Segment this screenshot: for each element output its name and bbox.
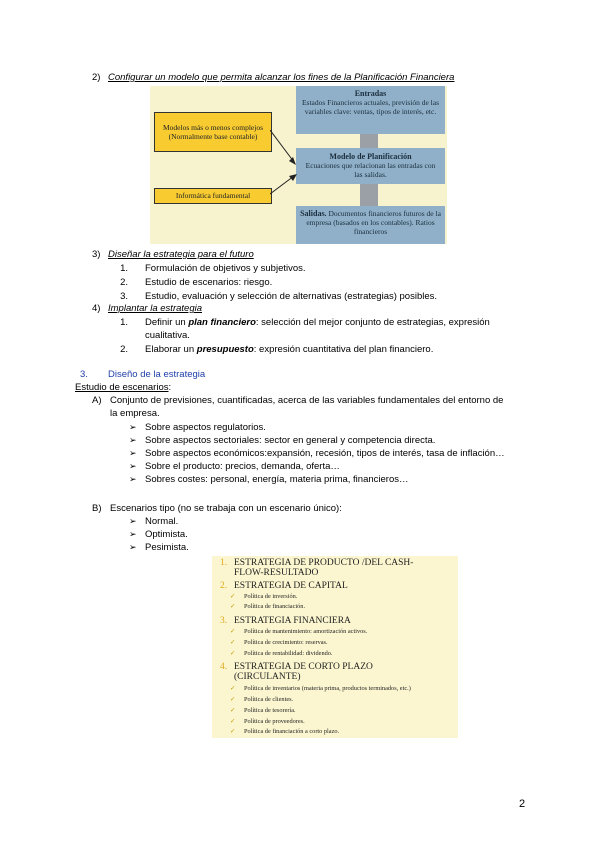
arrowhead-bullet-icon: ➢ [129, 461, 137, 471]
section-3-title: Diseñar la estrategia para el futuro [108, 249, 254, 260]
heading-3-number: 3. [80, 369, 88, 380]
politica-item: ✓ Política de mantenimiento: amortización activos. [230, 628, 368, 635]
section-3-item-number: 2. [120, 277, 128, 288]
checkmark-icon: ✓ [230, 728, 236, 735]
arrowhead-bullet-icon: ➢ [129, 435, 137, 445]
checkmark-icon: ✓ [230, 696, 236, 703]
checkmark-icon: ✓ [230, 685, 236, 692]
arrowhead-bullet-icon: ➢ [129, 542, 137, 552]
estrategia-heading: 2. ESTRATEGIA DE CAPITAL [220, 581, 348, 591]
section-3-item-number: 1. [120, 263, 128, 274]
politica-item: ✓ Política de crecimiento: reservas. [230, 639, 328, 646]
arrow-down-icon [360, 184, 378, 206]
section-3-item-number: 3. [120, 291, 128, 302]
estrategia-heading-cont: FLOW-RESULTADO [234, 568, 319, 578]
section-3-item: Estudio de escenarios: riesgo. [145, 277, 273, 288]
checkmark-icon: ✓ [230, 650, 236, 657]
checkmark-icon: ✓ [230, 593, 236, 600]
arrowhead-bullet-icon: ➢ [129, 448, 137, 458]
escenarios-b-text: Escenarios tipo (no se trabaja con un escenario único): [110, 503, 342, 514]
escenario-tipo: Normal. [145, 516, 179, 527]
escenario-bullet: Sobre el producto: precios, demanda, oferta… [145, 461, 340, 472]
section-4-item-number: 1. [120, 317, 128, 328]
section-2-title: Configurar un modelo que permita alcanzar los fines de la Planificación Financiera [108, 72, 455, 83]
escenarios-a-text: Conjunto de previsiones, cuantificadas, acerca de las variables fundamentales del entorno de [110, 395, 504, 406]
salidas-box [296, 206, 445, 244]
section-4-item-number: 2. [120, 344, 128, 355]
escenario-tipo: Pesimista. [145, 542, 189, 553]
modelo-title: Modelo de Planificación [329, 152, 412, 161]
escenario-bullet: Sobres costes: personal, energía, materia prima, financieros… [145, 474, 409, 485]
salidas-title: Salidas. [300, 209, 327, 218]
escenarios-b-label: B) [92, 503, 102, 514]
politica-item: ✓ Política de clientes. [230, 696, 294, 703]
entradas-title: Entradas [354, 89, 387, 98]
informatica-box [154, 188, 272, 204]
entradas-box [296, 86, 445, 134]
informatica-text: Informática fundamental [175, 191, 251, 200]
escenarios-a-label: A) [92, 395, 102, 406]
escenarios-heading: Estudio de escenarios: [75, 382, 172, 393]
plan-financiero-term: plan financiero [188, 317, 256, 328]
politica-item: ✓ Política de financiación a corto plazo. [230, 728, 340, 735]
section-2-number: 2) [92, 72, 101, 83]
escenario-bullet: Sobre aspectos regulatorios. [145, 422, 266, 433]
arrowhead-bullet-icon: ➢ [129, 529, 137, 539]
politica-item: ✓ Política de inversión. [230, 593, 298, 600]
estrategia-heading: 3. ESTRATEGIA FINANCIERA [220, 616, 351, 626]
estrategia-heading-cont: (CIRCULANTE) [234, 672, 301, 682]
checkmark-icon: ✓ [230, 707, 236, 714]
politica-item: ✓ Política de tesorería. [230, 707, 296, 714]
section-3-item: Formulación de objetivos y subjetivos. [145, 263, 306, 274]
modelo-text: Ecuaciones que relacionan las entradas con las salidas. [305, 161, 436, 179]
modelos-text: Modelos más o menos complejos (Normalmente base contable) [163, 123, 263, 141]
presupuesto-term: presupuesto [196, 344, 254, 355]
estrategias-image [212, 556, 458, 738]
arrow-right-icon [270, 130, 296, 170]
section-4-item-plan-cont: cualitativa. [145, 330, 190, 341]
checkmark-icon: ✓ [230, 639, 236, 646]
heading-3-title: Diseño de la estrategia [108, 369, 206, 380]
politica-item: ✓ Política de rentabilidad: dividendo. [230, 650, 333, 657]
modelos-box [154, 112, 272, 152]
politica-item: ✓ Política de inventarios (materia prima, productos terminados, etc.) [230, 685, 411, 692]
arrowhead-bullet-icon: ➢ [129, 516, 137, 526]
arrowhead-bullet-icon: ➢ [129, 474, 137, 484]
arrow-up-right-icon [270, 172, 298, 196]
escenario-bullet: Sobre aspectos económicos:expansión, recesión, tipos de interés, tasa de inflación… [145, 448, 505, 459]
politica-item: ✓ Política de proveedores. [230, 718, 305, 725]
checkmark-icon: ✓ [230, 718, 236, 725]
section-3-item: Estudio, evaluación y selección de alternativas (estrategias) posibles. [145, 291, 438, 302]
salidas-text: Documentos financieros futuros de la empresa (basados en los contables). Ratios financieros [306, 209, 441, 236]
section-3-number: 3) [92, 249, 101, 260]
escenario-tipo: Optimista. [145, 529, 188, 540]
section-4-number: 4) [92, 303, 101, 314]
section-4-title: Implantar la estrategia [108, 303, 202, 314]
modelo-planificacion-box [296, 148, 445, 184]
planning-model-diagram [150, 86, 447, 244]
escenarios-a-text-cont: la empresa. [110, 408, 160, 419]
estrategia-heading: 1. ESTRATEGIA DE PRODUCTO /DEL CASH- [220, 558, 414, 568]
checkmark-icon: ✓ [230, 628, 236, 635]
arrow-down-icon [360, 134, 378, 148]
section-4-item-plan: Definir un plan financiero: selección del mejor conjunto de estrategias, expresión [145, 317, 490, 328]
section-4-item-presupuesto: Elaborar un presupuesto: expresión cuantitativa del plan financiero. [145, 344, 434, 355]
page-number: 2 [519, 798, 526, 810]
arrowhead-bullet-icon: ➢ [129, 422, 137, 432]
escenario-bullet: Sobre aspectos sectoriales: sector en general y competencia directa. [145, 435, 436, 446]
politica-item: ✓ Política de financiación. [230, 603, 306, 610]
estrategia-heading: 4. ESTRATEGIA DE CORTO PLAZO [220, 662, 373, 672]
entradas-text: Estados Financieros actuales, previsión de las variables clave: ventas, tipos de interés, etc. [301, 98, 440, 116]
checkmark-icon: ✓ [230, 603, 236, 610]
